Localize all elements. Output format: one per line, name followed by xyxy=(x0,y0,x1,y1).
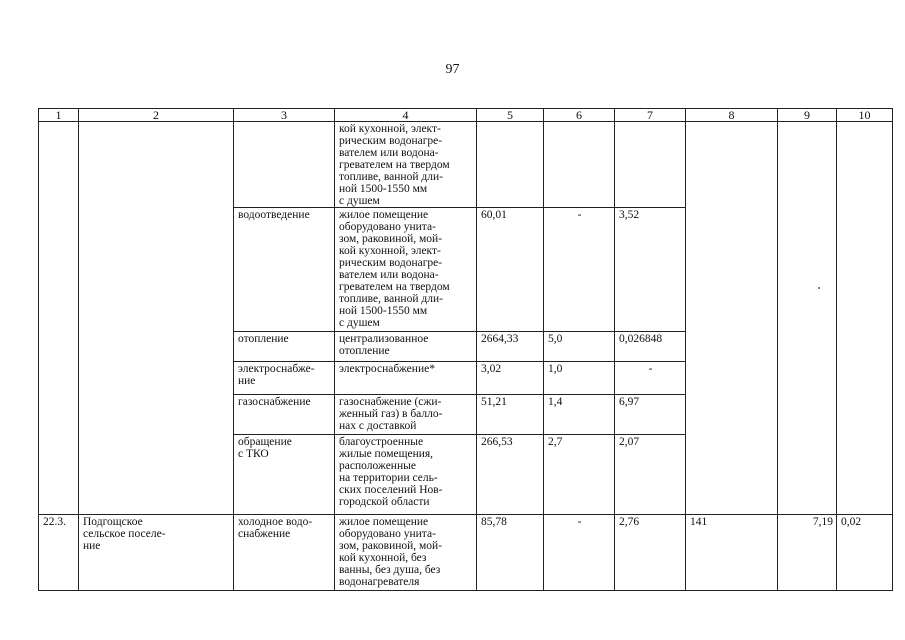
cell-service: обращение с ТКО xyxy=(234,435,335,515)
cell-value-5: 85,78 xyxy=(477,515,544,591)
header-cell: 8 xyxy=(686,109,778,122)
cell-description: благоустроенные жилые помещения, расположенные на территории сель- ских поселений Нов- городской области xyxy=(335,435,477,515)
cell-description: электроснабжение* xyxy=(335,362,477,395)
cell-value-8: 141 xyxy=(686,515,778,591)
header-cell: 9 xyxy=(778,109,837,122)
cell-value-5 xyxy=(477,122,544,208)
cell-settlement xyxy=(79,122,234,515)
cell-value-5: 266,53 xyxy=(477,435,544,515)
cell-service: газоснабжение xyxy=(234,395,335,435)
cell-value-5: 60,01 xyxy=(477,208,544,332)
cell-description: жилое помещение оборудовано унита- зом, раковиной, мой- кой кухонной, элект- рическим водонагре- вателем или водона- гревателем на твердом топливе, ванной дли- ной 1500-1550 мм с душем xyxy=(335,208,477,332)
header-cell: 3 xyxy=(234,109,335,122)
header-cell: 6 xyxy=(544,109,615,122)
cell-service: холодное водо- снабжение xyxy=(234,515,335,591)
tariff-table xyxy=(38,108,893,591)
cell-service xyxy=(234,122,335,208)
cell-value-7: 2,07 xyxy=(615,435,686,515)
header-cell: 1 xyxy=(39,109,79,122)
cell-value-7 xyxy=(615,122,686,208)
cell-value-5: 2664,33 xyxy=(477,332,544,362)
table-row xyxy=(39,122,893,208)
cell-value-7: - xyxy=(615,362,686,395)
cell-value-6: - xyxy=(544,208,615,332)
cell-value-5: 51,21 xyxy=(477,395,544,435)
cell-value-6: 2,7 xyxy=(544,435,615,515)
header-cell: 7 xyxy=(615,109,686,122)
header-row xyxy=(39,109,893,122)
table-row xyxy=(39,515,893,591)
cell-value-7: 3,52 xyxy=(615,208,686,332)
header-cell: 2 xyxy=(79,109,234,122)
cell-description: газоснабжение (сжи- женный газ) в балло- нах с доставкой xyxy=(335,395,477,435)
cell-value-9: 7,19 xyxy=(778,515,837,591)
cell-value-7: 0,026848 xyxy=(615,332,686,362)
cell-value-7: 2,76 xyxy=(615,515,686,591)
cell-value-6 xyxy=(544,122,615,208)
cell-value-6: 1,4 xyxy=(544,395,615,435)
cell-number xyxy=(39,122,79,515)
cell-settlement: Подгощское сельское поселе- ние xyxy=(79,515,234,591)
page-number: 97 xyxy=(445,62,460,77)
cell-value-5: 3,02 xyxy=(477,362,544,395)
header-cell: 10 xyxy=(837,109,893,122)
cell-value-6: 5,0 xyxy=(544,332,615,362)
cell-description: централизованное отопление xyxy=(335,332,477,362)
cell-service: отопление xyxy=(234,332,335,362)
cell-value-8 xyxy=(686,122,778,515)
cell-description: кой кухонной, элект- рическим водонагре- вателем или водона- гревателем на твердом топливе, ванной дли- ной 1500-1550 мм с душем xyxy=(335,122,477,208)
cell-value-9 xyxy=(778,122,837,515)
cell-service: электроснабже- ние xyxy=(234,362,335,395)
header-cell: 4 xyxy=(335,109,477,122)
cell-description: жилое помещение оборудовано унита- зом, раковиной, мой- кой кухонной, без ванны, без душа, без водонагревателя xyxy=(335,515,477,591)
cell-value-6: 1,0 xyxy=(544,362,615,395)
header-cell: 5 xyxy=(477,109,544,122)
cell-value-10 xyxy=(837,122,893,515)
cell-value-6: - xyxy=(544,515,615,591)
cell-value-7: 6,97 xyxy=(615,395,686,435)
cell-value-10: 0,02 xyxy=(837,515,893,591)
scan-speck xyxy=(818,287,820,289)
cell-number: 22.3. xyxy=(39,515,79,591)
cell-service: водоотведение xyxy=(234,208,335,332)
